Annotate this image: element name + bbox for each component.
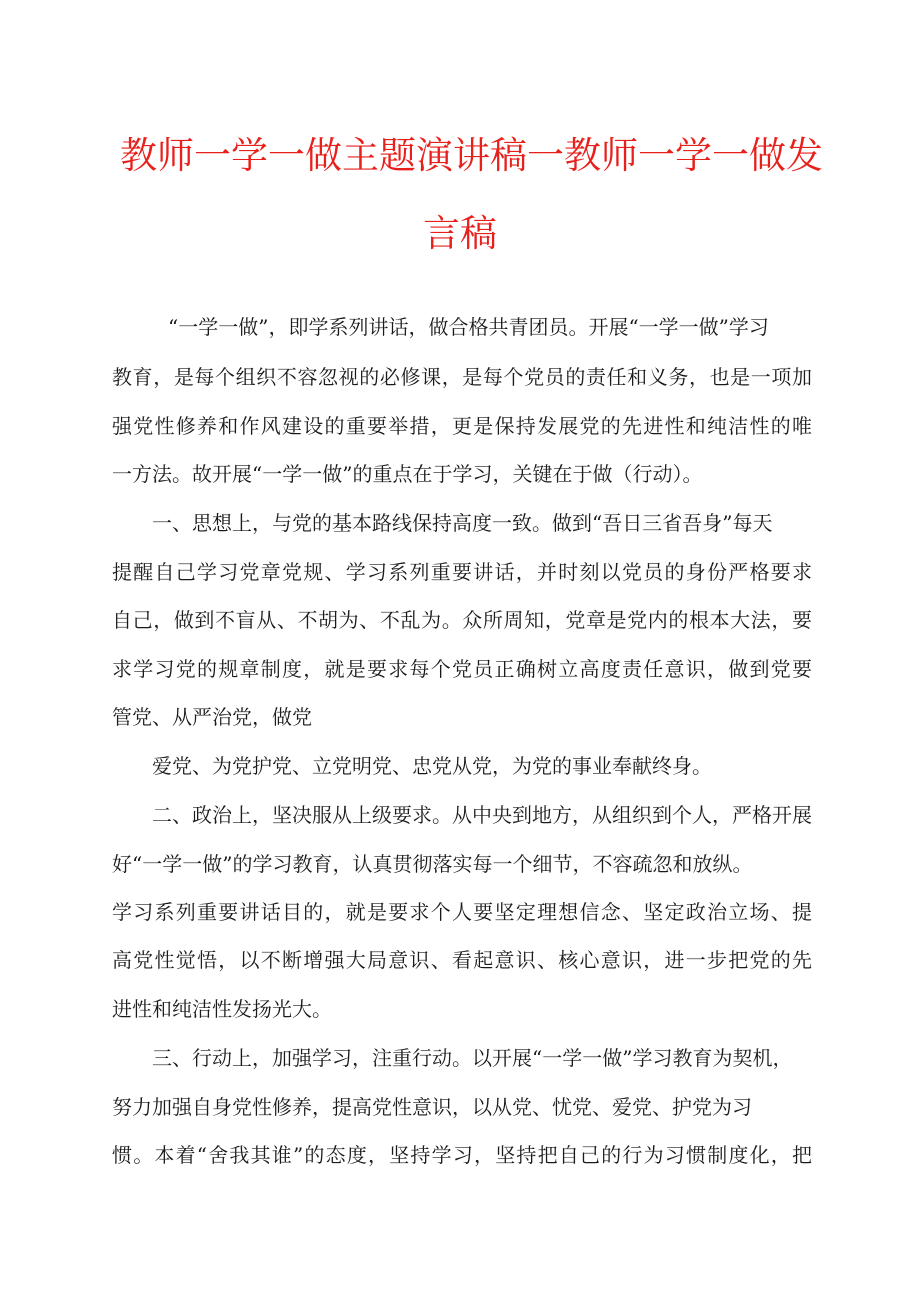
paragraph-line: 爱党、为党护党、立党明党、忠党从党，为党的事业奉献终身。 xyxy=(152,754,712,778)
paragraph-line: 惯。本着“舍我其谁”的态度，坚持学习，坚持把自己的行为习惯制度化，把 xyxy=(112,1143,812,1167)
paragraph-line: 学习系列重要讲话目的，就是要求个人要坚定理想信念、坚定政治立场、提 xyxy=(112,900,812,924)
paragraph-line: 教育，是每个组织不容忽视的必修课，是每个党员的责任和义务，也是一项加 xyxy=(112,365,812,389)
paragraph-line: 提醒自己学习党章党规、学习系列重要讲话，并时刻以党员的身份严格要求 xyxy=(112,560,812,584)
paragraph-line: 二、政治上，坚决服从上级要求。从中央到地方，从组织到个人，严格开展 xyxy=(152,803,812,827)
paragraph-line: 努力加强自身党性修养，提高党性意识，以从党、忧党、爱党、护党为习 xyxy=(112,1095,752,1119)
paragraph-line: 好“一学一做”的学习教育，认真贯彻落实每一个细节，不容疏忽和放纵。 xyxy=(112,852,753,876)
paragraph-line: 一方法。故开展“一学一做”的重点在于学习，关键在于做（行动）。 xyxy=(112,462,703,486)
paragraph-line: 管党、从严治党，做党 xyxy=(112,705,312,729)
paragraph-line: 自己，做到不盲从、不胡为、不乱为。众所周知，党章是党内的根本大法，要 xyxy=(112,608,812,632)
paragraph-line: 高党性觉悟，以不断增强大局意识、看起意识、核心意识，进一步把党的先 xyxy=(112,948,812,972)
document-title-line-2: 言稿 xyxy=(423,212,497,255)
paragraph-line: 三、行动上，加强学习，注重行动。以开展“一学一做”学习教育为契机， xyxy=(152,1046,793,1070)
paragraph-line: 进性和纯洁性发扬光大。 xyxy=(112,997,332,1021)
paragraph-line: 强党性修养和作风建设的重要举措，更是保持发展党的先进性和纯洁性的唯 xyxy=(112,414,812,438)
paragraph-line: 求学习党的规章制度，就是要求每个党员正确树立高度责任意识，做到党要 xyxy=(112,657,812,681)
paragraph-line: 一、思想上，与党的基本路线保持高度一致。做到“吾日三省吾身”每天 xyxy=(152,511,773,535)
document-title-line-1: 教师一学一做主题演讲稿一教师一学一做发 xyxy=(120,134,823,177)
paragraph-line: “一学一做”，即学系列讲话，做合格共青团员。开展“一学一做”学习 xyxy=(168,315,769,339)
